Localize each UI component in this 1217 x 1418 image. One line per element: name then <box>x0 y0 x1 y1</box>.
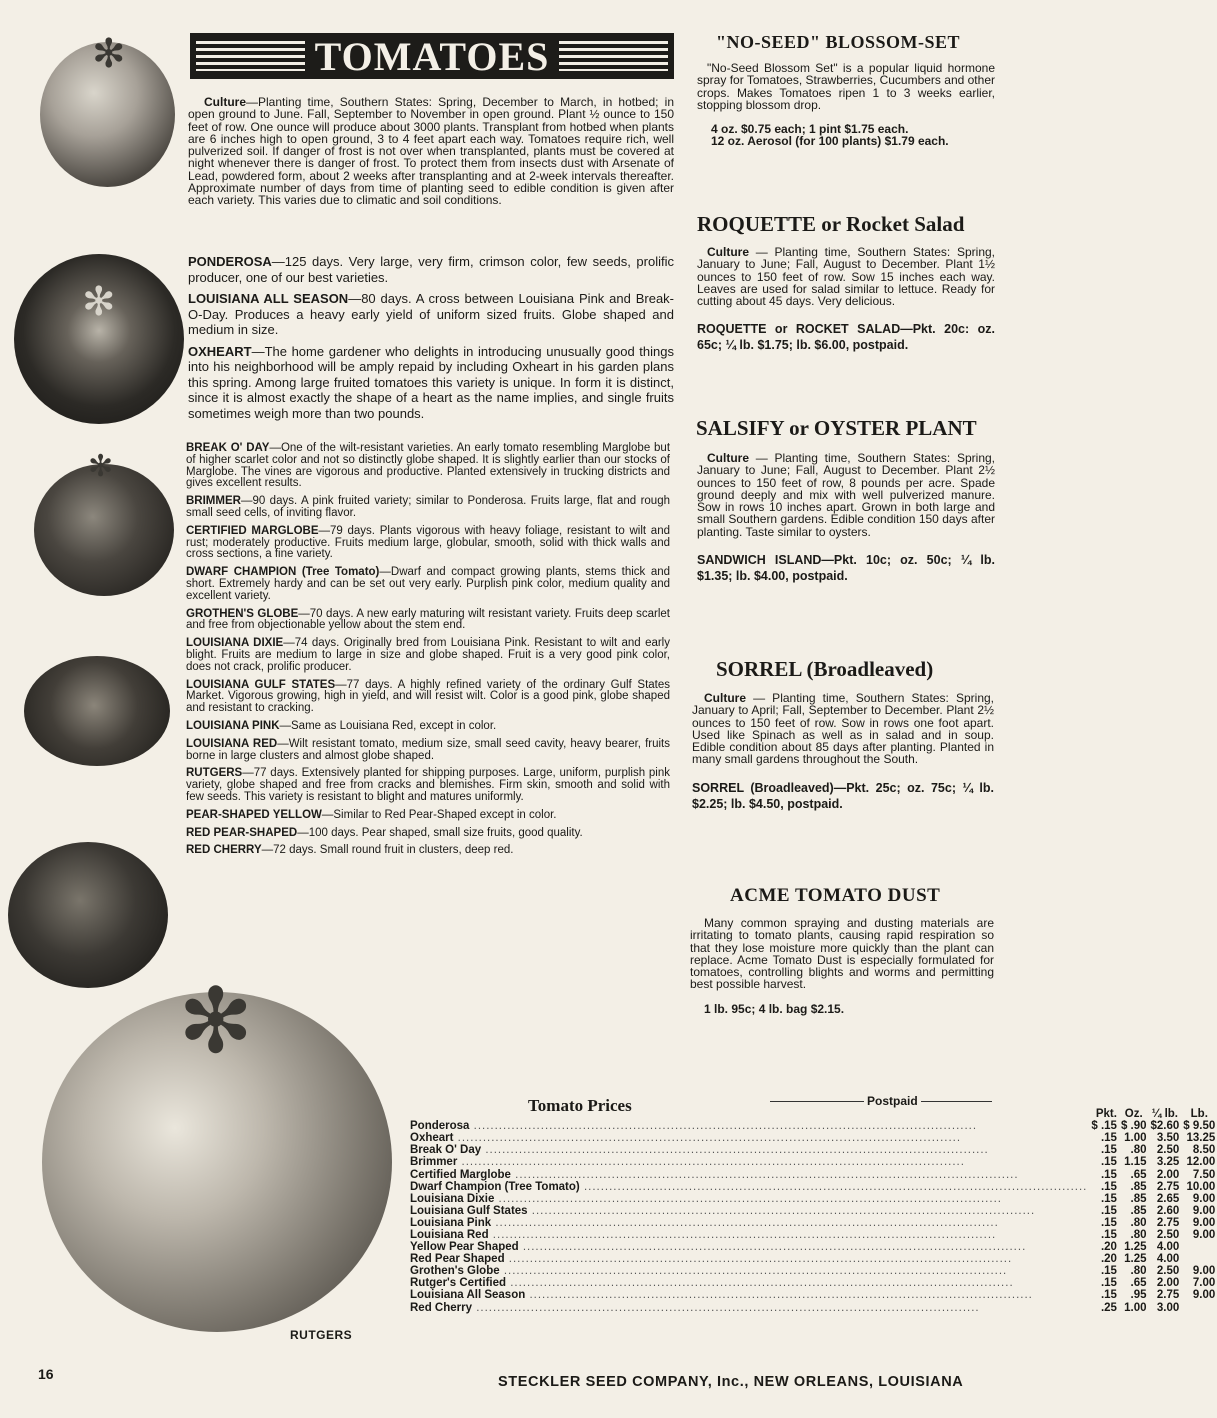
variety-name: Louisiana All Season <box>410 1289 526 1302</box>
table-row <box>408 1241 1217 1253</box>
leader-dots: ........................................................................................................................ <box>510 1168 1019 1181</box>
leader-dots: ........................................................................................................................ <box>481 1144 989 1157</box>
oz-price-cell: .80 <box>1130 1144 1147 1157</box>
roquette-price: ROQUETTE or ROCKET SALAD—Pkt. 20c: oz. 65c; ¼ lb. $1.75; lb. $6.00, postpaid. <box>697 322 995 353</box>
table-row <box>408 1181 1217 1193</box>
quarter-lb-price-cell: 2.75 <box>1156 1180 1180 1193</box>
column-header-lb: Lb. <box>1190 1108 1208 1121</box>
table-row <box>408 1265 1217 1277</box>
pkt-price-cell: $ .15 <box>1091 1120 1117 1133</box>
table-row <box>408 1253 1217 1265</box>
variety-text: —90 days. A pink fruited variety; similar to Ponderosa. Fruits large, flat and rough small seed cells, of inviting flavor. <box>186 495 670 519</box>
page-number: 16 <box>38 1366 54 1382</box>
variety-name-cell <box>408 1253 1089 1265</box>
column-header-pkt: Pkt. <box>1095 1108 1117 1121</box>
variety-entry <box>188 254 674 285</box>
lb-price-cell: 8.50 <box>1192 1144 1216 1157</box>
variety-text: —70 days. A new early maturing wilt resistant variety. Fruits deep scarlet and free from objectionable yellow about the stem end. <box>186 607 670 632</box>
sorrel-heading: SORREL (Broadleaved) <box>716 657 934 681</box>
variety-name: GROTHEN'S GLOBE <box>186 607 299 620</box>
table-row <box>408 1168 1217 1180</box>
variety-name-cell <box>408 1277 1089 1289</box>
prices-title: Tomato Prices <box>528 1096 632 1115</box>
pkt-price-cell: .25 <box>1100 1301 1117 1314</box>
salsify-text: — Planting time, Southern States: Spring, January to June; Fall, August to December. Plant 2½ ounces to 150 feet of row, 8 pounds per acre. Spade ground deeply and mix with well pulverized manure. Sow in rows 10 inches apart. Grown in both large and small Southern gardens. Edible condition 150 days after planting. Taste similar to oysters. <box>697 451 995 539</box>
variety-entry <box>186 526 670 561</box>
oz-price-cell: .85 <box>1130 1204 1147 1217</box>
leader-dots: ........................................................................................................................ <box>518 1241 1027 1254</box>
variety-entry <box>188 291 674 338</box>
stem-icon: ✻ <box>88 450 114 483</box>
leader-dots: ........................................................................................................................ <box>472 1301 980 1314</box>
salsify-culture <box>697 452 995 538</box>
culture-label: Culture <box>707 245 749 259</box>
variety-name-cell <box>408 1120 1089 1132</box>
quarter-lb-price-cell: 2.75 <box>1156 1216 1180 1229</box>
variety-entry <box>188 344 674 422</box>
variety-text: —80 days. A cross between Louisiana Pink and Break-O-Day. Produces a heavy early yield of uniform sized fruits. Globe shaped and medium in size. <box>188 291 674 337</box>
pkt-price-cell: .20 <box>1100 1253 1117 1266</box>
tomato-illustration-4 <box>24 656 170 766</box>
variety-name: LOUISIANA DIXIE <box>186 637 284 650</box>
oz-price-cell: .80 <box>1130 1265 1147 1278</box>
quarter-lb-price-cell: 2.00 <box>1156 1168 1180 1181</box>
variety-text: —Similar to Red Pear-Shaped except in color. <box>321 808 557 821</box>
quarter-lb-price-cell: 4.00 <box>1156 1253 1180 1266</box>
pkt-price-cell: .15 <box>1100 1132 1117 1145</box>
no-seed-price-1: 4 oz. $0.75 each; 1 pint $1.75 each. <box>711 122 909 137</box>
oz-price-cell: $ .90 <box>1120 1120 1147 1133</box>
quarter-lb-price-cell: 2.00 <box>1156 1277 1180 1290</box>
tomatoes-banner <box>190 33 674 79</box>
no-seed-heading: "NO-SEED" BLOSSOM-SET <box>716 32 961 52</box>
variety-text: —77 days. A highly refined variety of the ordinary Gulf States Market. Vigorous growing, high in yield, and will resist wilt. Color is a good pink, globe shaped and resistant to cracking. <box>186 678 670 715</box>
pkt-price-cell: .15 <box>1100 1156 1117 1169</box>
sorrel-text: — Planting time, Southern States: Spring, January to April; Fall, September to December. Plant 2½ ounces to 150 feet of row. Sow in rows one foot apart. Used like Spinach as well as in salad and in soup. Edible condition about 85 days after planting. Planted in many small gardens throughout the South. <box>692 691 994 767</box>
variety-text: —79 days. Plants vigorous with heavy foliage, resistant to wilt and rust; moderately productive. Fruits medium large, globular, smooth, solid with thick walls and cross sections, a fine variety. <box>186 524 670 561</box>
lb-price-cell <box>1181 1253 1217 1265</box>
variety-name: PONDEROSA <box>188 254 272 269</box>
variety-text: —Wilt resistant tomato, medium size, small seed cavity, heavy bearer, fruits borne in large clusters and almost globe shaped. <box>186 737 670 762</box>
variety-text: —77 days. Extensively planted for shipping purposes. Large, uniform, purplish pink variety, globe shaped and free from cracks and blemishes. Firm skin, smooth and solid with few seeds. This variety is resistant to blight and matures uniformly. <box>186 767 670 803</box>
tomato-prices-table <box>408 1108 1217 1314</box>
oz-price-cell: .95 <box>1130 1289 1147 1302</box>
variety-name: Louisiana Pink <box>410 1216 492 1229</box>
oz-price-cell: 1.00 <box>1124 1301 1147 1314</box>
quarter-lb-price-cell: 3.50 <box>1156 1132 1180 1145</box>
oz-price-cell: .80 <box>1130 1228 1147 1241</box>
leader-dots: ........................................................................................................................ <box>504 1253 1013 1266</box>
variety-text: —Dwarf and compact growing plants, stems thick and short. Extremely hardy and can be set out very early. Purplish pink color, medium quality and excellent variety. <box>186 566 671 602</box>
variety-name-cell <box>408 1156 1089 1168</box>
variety-name: RED CHERRY <box>186 844 262 857</box>
leader-dots: ........................................................................................................................ <box>491 1216 999 1229</box>
variety-text: —One of the wilt-resistant varieties. An early tomato resembling Marglobe but of higher scarlet color and not so distinctly globe shaped. It is slightly earlier than our stocks of Marglobe. The vines are vigorous and productive. Planted extensively in trucking districts and gives excellent results. <box>186 442 671 490</box>
variety-name: Yellow Pear Shaped <box>410 1241 519 1254</box>
acme-section <box>690 917 994 1015</box>
table-row <box>408 1205 1217 1217</box>
variety-name-cell <box>408 1132 1089 1144</box>
variety-name-cell <box>408 1289 1089 1301</box>
page-title: TOMATOES <box>314 33 550 79</box>
culture-label: Culture <box>704 691 746 705</box>
variety-name: Dwarf Champion (Tree Tomato) <box>410 1180 580 1193</box>
lb-price-cell: 13.25 <box>1186 1132 1216 1145</box>
variety-name: LOUISIANA PINK <box>186 719 280 732</box>
tomato-illustration-5 <box>8 842 168 988</box>
variety-entry <box>186 810 670 822</box>
lb-price-cell: 9.00 <box>1192 1228 1216 1241</box>
acme-heading: ACME TOMATO DUST <box>730 885 941 906</box>
variety-text: —74 days. Originally bred from Louisiana Pink. Resistant to wilt and early blight. Fruits are medium to large in size and globe shaped. Fruit is a very good pink color, does not crack, prolific producer. <box>186 637 670 673</box>
postpaid-label: Postpaid <box>864 1094 921 1108</box>
company-footer: STECKLER SEED COMPANY, Inc., NEW ORLEANS, LOUISIANA <box>498 1374 964 1390</box>
lb-price-cell: 12.00 <box>1186 1156 1216 1169</box>
variety-name: DWARF CHAMPION (Tree Tomato) <box>186 566 380 579</box>
table-row <box>408 1289 1217 1301</box>
oz-price-cell: .85 <box>1130 1180 1147 1193</box>
lb-price-cell: 7.00 <box>1192 1277 1216 1290</box>
oz-price-cell: 1.25 <box>1124 1253 1147 1266</box>
acme-description: Many common spraying and dusting materials are irritating to tomato plants, causing rapid respiration so that they lose moisture more quickly than the plant can replace. Acme Tomato Dust is especially formulated for tomatoes, controlling blights and worms and permitting best possible harvest. <box>690 916 994 992</box>
culture-paragraph <box>188 96 674 207</box>
variety-name: CERTIFIED MARGLOBE <box>186 524 319 537</box>
roquette-culture <box>697 246 995 307</box>
variety-entry <box>186 721 670 733</box>
leader-dots: ........................................................................................................................ <box>453 1132 962 1145</box>
table-row <box>408 1302 1217 1314</box>
varieties-list-small <box>186 443 670 857</box>
table-header-row <box>408 1108 1217 1120</box>
variety-name-cell <box>408 1168 1089 1180</box>
variety-entry <box>186 638 670 673</box>
lb-price-cell: 9.00 <box>1192 1216 1216 1229</box>
column-header-oz: Oz. <box>1124 1108 1143 1121</box>
quarter-lb-price-cell: 4.00 <box>1156 1241 1180 1254</box>
table-row <box>408 1144 1217 1156</box>
variety-name: RUTGERS <box>186 767 243 780</box>
no-seed-price-2: 12 oz. Aerosol (for 100 plants) $1.79 each. <box>711 134 949 149</box>
variety-name-cell <box>408 1193 1089 1205</box>
lb-price-cell: 9.00 <box>1192 1289 1216 1302</box>
table-row <box>408 1120 1217 1132</box>
no-seed-text <box>697 62 995 111</box>
leader-dots: ........................................................................................................................ <box>506 1277 1014 1290</box>
table-row <box>408 1132 1217 1144</box>
salsify-section <box>697 452 995 584</box>
lb-price-cell: 9.00 <box>1192 1265 1216 1278</box>
quarter-lb-price-cell: 2.50 <box>1156 1144 1180 1157</box>
banner-stripes-left <box>196 41 305 71</box>
variety-entry <box>186 443 670 490</box>
leader-dots: ........................................................................................................................ <box>488 1228 997 1241</box>
no-seed-section <box>697 62 995 148</box>
oz-price-cell: 1.00 <box>1124 1132 1147 1145</box>
roquette-section <box>697 246 995 353</box>
acme-text <box>690 917 994 991</box>
oz-price-cell: .65 <box>1130 1168 1147 1181</box>
salsify-price: SANDWICH ISLAND—Pkt. 10c; oz. 50c; ¼ lb. $1.35; lb. $4.00, postpaid. <box>697 553 995 584</box>
variety-entry <box>186 567 670 602</box>
variety-entry <box>186 845 670 857</box>
variety-entry <box>186 739 670 763</box>
leader-dots: ........................................................................................................................ <box>579 1180 1088 1193</box>
stem-icon: ✻ <box>178 973 254 1072</box>
banner-stripes-right <box>559 41 668 71</box>
variety-name: LOUISIANA ALL SEASON <box>188 291 349 306</box>
pkt-price-cell: .15 <box>1100 1204 1117 1217</box>
lb-price-cell: 10.00 <box>1186 1180 1216 1193</box>
leader-dots: ........................................................................................................................ <box>527 1204 1036 1217</box>
roquette-heading: ROQUETTE or Rocket Salad <box>697 212 965 236</box>
culture-label: Culture <box>707 451 749 465</box>
variety-text: —The home gardener who delights in introducing unusually good things into his neighborhood will be amply repaid by including Oxheart in his garden plans this spring. Among large fruited tomatoes this variety is unique. In form it is distinct, since it is almost exactly the shape of a heart as the name implies, and single fruits sometimes weigh more than two pounds. <box>188 343 674 421</box>
variety-name: Louisiana Red <box>410 1228 489 1241</box>
quarter-lb-price-cell: 2.50 <box>1156 1228 1180 1241</box>
variety-text: —125 days. Very large, very firm, crimson color, few seeds, prolific producer, one of our best varieties. <box>188 254 674 285</box>
table-row <box>408 1156 1217 1168</box>
column-header-variety <box>408 1108 1089 1120</box>
table-row <box>408 1229 1217 1241</box>
variety-entry <box>186 828 670 840</box>
lb-price-cell: 9.00 <box>1192 1192 1216 1205</box>
pkt-price-cell: .15 <box>1100 1192 1117 1205</box>
pkt-price-cell: .15 <box>1100 1144 1117 1157</box>
leader-dots: ........................................................................................................................ <box>525 1289 1033 1302</box>
quarter-lb-price-cell: 2.65 <box>1156 1192 1180 1205</box>
quarter-lb-price-cell: 3.25 <box>1156 1156 1180 1169</box>
variety-name: Brimmer <box>410 1156 458 1169</box>
pkt-price-cell: .15 <box>1100 1180 1117 1193</box>
stem-icon: ✻ <box>82 279 116 324</box>
pkt-price-cell: .15 <box>1100 1289 1117 1302</box>
variety-name: Ponderosa <box>410 1120 470 1133</box>
oz-price-cell: .65 <box>1130 1277 1147 1290</box>
culture-text: —Planting time, Southern States: Spring, December to March, in hotbed; in open ground to June. Fall, September to November in open ground. Plant ½ ounce to 150 feet of row. One ounce will produce about 3000 plants. Transplant from hotbed when plants are 6 inches high to open ground, 3 to 4 feet apart each way. Tomatoes require rich, well pulverized soil. If danger of frost is not over when transplanted, plants must be covered at night whenever there is danger of frost. To protect them from insects dust with Arsenate of Lead, powdered form, about 2 weeks after transplanting and at 2-week intervals thereafter. Approximate number of days from time of planting seed to edible condition is given after each variety. This varies due to climatic and soil conditions. <box>188 95 674 208</box>
leader-dots: ........................................................................................................................ <box>494 1192 1002 1205</box>
variety-name-cell <box>408 1302 1089 1314</box>
table-row <box>408 1217 1217 1229</box>
variety-name: BRIMMER <box>186 495 241 508</box>
variety-text: —72 days. Small round fruit in clusters, deep red. <box>261 844 514 857</box>
lb-price-cell: $ 9.50 <box>1183 1120 1216 1133</box>
leader-dots: ........................................................................................................................ <box>457 1156 965 1169</box>
variety-text: —100 days. Pear shaped, small size fruits, good quality. <box>297 826 583 839</box>
quarter-lb-price-cell: 2.75 <box>1156 1289 1180 1302</box>
variety-name: Red Cherry <box>410 1301 472 1314</box>
variety-name: RED PEAR-SHAPED <box>186 826 298 839</box>
variety-name: Grothen's Globe <box>410 1265 500 1278</box>
variety-entry <box>186 609 670 633</box>
pkt-price-cell: .15 <box>1100 1228 1117 1241</box>
acme-price: 1 lb. 95c; 4 lb. bag $2.15. <box>704 1001 845 1016</box>
variety-name-cell <box>408 1241 1089 1253</box>
quarter-lb-price-cell: $2.60 <box>1150 1120 1180 1133</box>
sorrel-section <box>692 692 994 812</box>
variety-name: OXHEART <box>188 343 252 359</box>
stem-icon: ✻ <box>92 31 126 76</box>
quarter-lb-price-cell: 3.00 <box>1156 1301 1180 1314</box>
variety-name-cell <box>408 1144 1089 1156</box>
leader-dots: ........................................................................................................................ <box>469 1120 978 1133</box>
oz-price-cell: .80 <box>1130 1216 1147 1229</box>
variety-name: Break O' Day <box>410 1144 482 1157</box>
lb-price-cell: 7.50 <box>1192 1168 1216 1181</box>
variety-name: Certified Marglobe <box>410 1168 511 1181</box>
variety-name: PEAR-SHAPED YELLOW <box>186 808 322 821</box>
lb-price-cell <box>1181 1241 1217 1253</box>
variety-name-cell <box>408 1205 1089 1217</box>
quarter-lb-price-cell: 2.50 <box>1156 1265 1180 1278</box>
pkt-price-cell: .15 <box>1100 1277 1117 1290</box>
leader-dots: ........................................................................................................................ <box>499 1265 1008 1278</box>
varieties-list-large <box>188 254 674 421</box>
salsify-heading: SALSIFY or OYSTER PLANT <box>696 416 977 440</box>
tomato-illustration-3 <box>34 464 174 596</box>
oz-price-cell: .85 <box>1130 1192 1147 1205</box>
variety-name-cell <box>408 1265 1089 1277</box>
column-header-quarter-lb: ¼ lb. <box>1151 1108 1178 1121</box>
variety-name-cell <box>408 1217 1089 1229</box>
lb-price-cell <box>1181 1302 1217 1314</box>
variety-name: LOUISIANA GULF STATES <box>186 678 336 691</box>
variety-name: Oxheart <box>410 1132 454 1145</box>
variety-entry <box>186 496 670 520</box>
variety-name: Red Pear Shaped <box>410 1253 505 1266</box>
culture-section <box>188 96 674 207</box>
variety-entry <box>186 680 670 715</box>
table-row <box>408 1193 1217 1205</box>
image-caption: RUTGERS <box>290 1328 353 1342</box>
variety-name: BREAK O' DAY <box>186 442 270 454</box>
pkt-price-cell: .20 <box>1100 1241 1117 1254</box>
pkt-price-cell: .15 <box>1100 1168 1117 1181</box>
culture-label: Culture <box>204 95 246 109</box>
oz-price-cell: 1.15 <box>1124 1156 1147 1169</box>
variety-name: LOUISIANA RED <box>186 737 278 750</box>
lb-price-cell: 9.00 <box>1192 1204 1216 1217</box>
quarter-lb-price-cell: 2.60 <box>1156 1204 1180 1217</box>
table-row <box>408 1277 1217 1289</box>
variety-name-cell <box>408 1229 1089 1241</box>
variety-text: —Same as Louisiana Red, except in color. <box>279 719 497 732</box>
variety-name: Rutger's Certified <box>410 1277 507 1290</box>
oz-price-cell: 1.25 <box>1124 1241 1147 1254</box>
sorrel-culture <box>692 692 994 766</box>
postpaid-group <box>770 1094 1000 1108</box>
variety-entry <box>186 768 670 803</box>
variety-name-cell <box>408 1181 1089 1193</box>
roquette-text: — Planting time, Southern States: Spring, January to June; Fall, August to December. Plant 1½ ounces to 150 feet of row. Sow 15 inches each way. Leaves are used for salad similar to lettuce. Ready for cutting about 45 days. Very delicious. <box>697 245 995 309</box>
pkt-price-cell: .15 <box>1100 1265 1117 1278</box>
variety-name: Louisiana Gulf States <box>410 1204 528 1217</box>
pkt-price-cell: .15 <box>1100 1216 1117 1229</box>
no-seed-description: "No-Seed Blossom Set" is a popular liquid hormone spray for Tomatoes, Strawberries, Cucumbers and other crops. Makes Tomatoes ripen 1 to 3 weeks earlier, stopping blossom drop. <box>697 61 995 112</box>
sorrel-price: SORREL (Broadleaved)—Pkt. 25c; oz. 75c; ¼ lb. $2.25; lb. $4.50, postpaid. <box>692 780 994 811</box>
variety-name: Louisiana Dixie <box>410 1192 495 1205</box>
